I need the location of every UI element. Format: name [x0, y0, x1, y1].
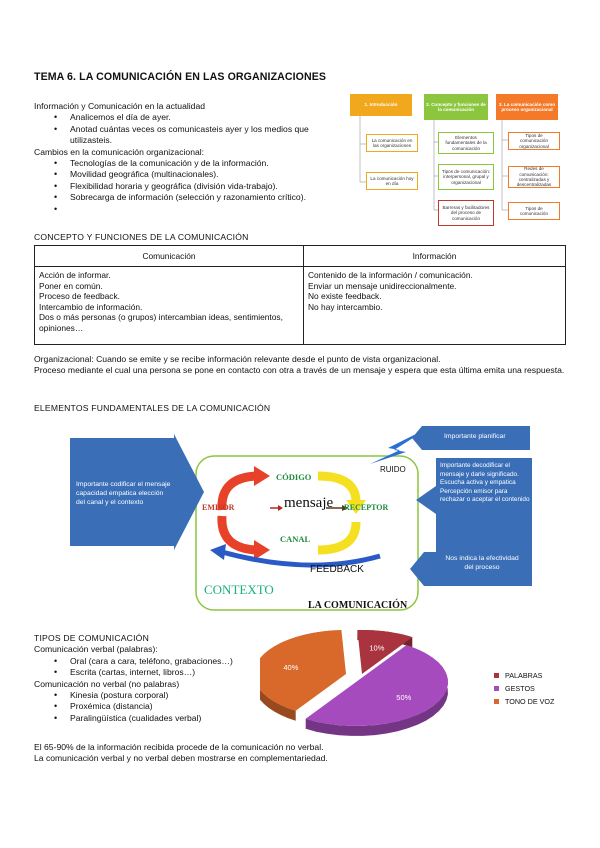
concept-map-node: Tipos de comunicación: interpersonal, grupal y organizacional [438, 164, 494, 190]
nonverbal-heading: Comunicación no verbal (no palabras) [34, 678, 180, 689]
feedback-label: FEEDBACK [310, 564, 364, 575]
list-item: • Oral (cara a cara, teléfono, grabaciones…) [34, 656, 314, 667]
right-callout: Importante decodificar el mensaje y darle significado. Escucha activa y empatica Percepción emisor para rechazar o aceptar el contenido [440, 462, 530, 504]
cell-line: Dos o más personas (o grupos) intercambian ideas, sentimientos, opiniones… [39, 312, 283, 333]
list-item: • Escrita (cartas, internet, libros…) [34, 667, 314, 678]
pie-slices [260, 630, 448, 736]
arrow-emisor-canal [222, 516, 256, 550]
info-list [34, 112, 344, 146]
list-item: • Paralingüística (cualidades verbal) [34, 713, 314, 724]
concept-map-node: La comunicación en las organizaciones [366, 134, 418, 152]
list-item: • Analicemos el día de ayer. [34, 112, 344, 123]
legend-item [494, 670, 542, 681]
contexto-label: CONTEXTO [204, 582, 274, 597]
legend-label: TONO DE VOZ [505, 697, 555, 706]
table-cell [304, 267, 566, 345]
pie-label: 40% [283, 662, 299, 672]
cell-line: Proceso de feedback. [39, 291, 121, 302]
process-definition: Proceso mediante el cual una persona se pone en contacto con otra a través de un mensaje y espera que esta última emita una respuesta. [34, 365, 565, 376]
list-item: • Kinesia (postura corporal) [34, 690, 314, 701]
cell-line: Acción de informar. [39, 270, 111, 280]
cell-line: Intercambio de información. [39, 301, 143, 312]
mensaje-label: mensaje [284, 495, 334, 511]
cell-line: No existe feedback. [308, 291, 382, 302]
page-title: TEMA 6. LA COMUNICACIÓN EN LAS ORGANIZACIONES [34, 71, 327, 83]
cell-line: Contenido de la información / comunicación. [308, 270, 473, 280]
concept-map-node: Redes de comunicación: centralizadas y descentralizadas [508, 166, 560, 188]
top-callout: Importante planificar [444, 433, 506, 440]
list-item: • Flexibilidad horaria y geográfica (división vida-trabajo). [34, 181, 344, 192]
legend-swatch [494, 686, 499, 691]
changes-list [34, 158, 344, 204]
list-item: • Proxémica (distancia) [34, 701, 314, 712]
definition-paragraph [34, 354, 566, 377]
legend-item [494, 696, 554, 707]
diagram-caption: LA COMUNICACIÓN [308, 600, 408, 611]
list-item: • Tecnologías de la comunicación y de la información. [34, 158, 344, 169]
cell-line: No hay intercambio. [308, 301, 383, 312]
bottom-callout: Nos indica la efectividad del proceso [445, 555, 519, 571]
legend-label: PALABRAS [505, 671, 543, 680]
list-item: • Sobrecarga de información (selección y razonamiento crítico). [34, 192, 344, 203]
codigo-label: CÓDIGO [276, 472, 312, 482]
legend-swatch [494, 699, 499, 704]
table-cell [35, 267, 304, 345]
footer-line: El 65-90% de la información recibida procede de la comunicación no verbal. [34, 742, 324, 752]
concept-map [348, 92, 562, 232]
concept-table [34, 245, 566, 345]
legend-item [494, 683, 535, 694]
concept-heading: CONCEPTO Y FUNCIONES DE LA COMUNICACIÓN [34, 232, 249, 242]
concept-map-node: Elementos fundamentales de la comunicación [438, 132, 494, 154]
list-item: • Movilidad geográfica (multinacionales). [34, 169, 344, 180]
concept-map-node: Tipos de comunicación organizacional [508, 132, 560, 150]
arrow-canal-receptor [318, 522, 356, 550]
communication-diagram [70, 418, 532, 622]
footer-notes [34, 742, 566, 765]
cell-line: Poner en común. [39, 280, 103, 291]
pie-legend [494, 670, 584, 710]
types-heading: TIPOS DE COMUNICACIÓN [34, 633, 149, 643]
concept-map-header-3: 3. La comunicación como proceso organizacional [496, 94, 558, 120]
table-header: Información [304, 246, 566, 267]
organizational-definition: Organizacional: Cuando se emite y se recibe información relevante desde el punto de vista organizacional. [34, 354, 441, 364]
emisor-label: EMISOR [202, 503, 235, 512]
info-section [34, 101, 344, 204]
left-callout: Importante codificar el mensaje capacidad empatica elección del canal y el contexto [76, 481, 171, 506]
legend-label: GESTOS [505, 684, 535, 693]
pie-chart [260, 626, 460, 738]
legend-swatch [494, 673, 499, 678]
receptor-label: RECEPTOR [344, 503, 389, 512]
table-header: Comunicación [35, 246, 304, 267]
pie-label: 10% [369, 643, 385, 653]
list-item: • Anotad cuántas veces os comunicasteis ayer y los medios que utilizasteis. [34, 124, 344, 147]
info-heading: Información y Comunicación en la actualidad [34, 101, 206, 111]
concept-map-node: La comunicación hoy en día [366, 172, 418, 190]
concept-map-header-2: 2. Concepto y funciones de la comunicación [424, 94, 488, 120]
cell-line: Enviar un mensaje unidireccionalmente. [308, 280, 457, 291]
pie-label: 50% [396, 692, 412, 702]
concept-map-node: Tipos de comunicación [508, 202, 560, 220]
concept-map-node: Barreras y facilitadores del proceso de comunicación [438, 200, 494, 226]
concept-map-header-1: 1. Introducción [350, 94, 412, 116]
changes-heading: Cambios en la comunicación organizacional: [34, 146, 205, 157]
ruido-label: RUIDO [380, 465, 406, 474]
footer-line: La comunicación verbal y no verbal deben mostrarse en complementariedad. [34, 753, 328, 764]
pie-slice-tono-de-voz [260, 630, 346, 711]
canal-label: CANAL [280, 534, 311, 544]
elements-heading: ELEMENTOS FUNDAMENTALES DE LA COMUNICACIÓN [34, 403, 271, 413]
verbal-heading: Comunicación verbal (palabras): [34, 644, 158, 655]
